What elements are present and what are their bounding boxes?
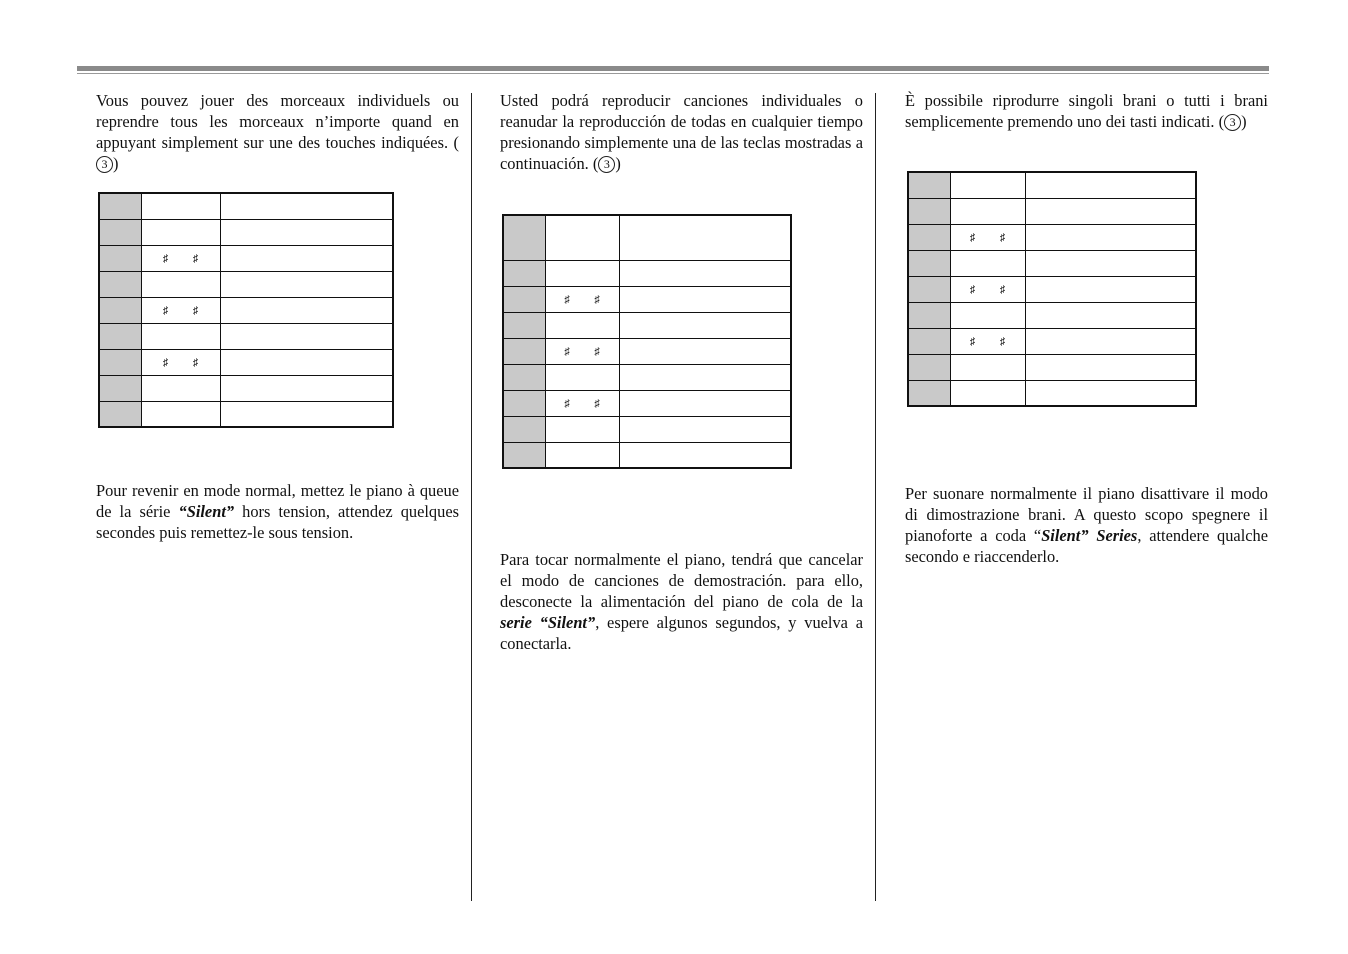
table-row [503, 260, 791, 286]
song-title-cell [619, 312, 791, 338]
french-intro-paragraph: Vous pouvez jouer des morceaux individuels ou reprendre tous les morceaux n’importe quand en appuyant simplement sur une des touches indiquées. (3 ) [96, 91, 459, 173]
key-name-cell [545, 260, 619, 286]
silent-series-name: serie “Silent” [500, 613, 596, 632]
sharp-symbol: ♯ [999, 231, 1006, 244]
sharp-symbol: ♯ [594, 293, 600, 306]
table-row [503, 286, 791, 312]
key-name-cell [545, 215, 619, 260]
key-name-cell [950, 276, 1025, 302]
song-title-cell [220, 245, 393, 271]
step-number-circle: 3 [96, 156, 113, 173]
song-title-cell [1025, 276, 1196, 302]
key-name-cell [141, 219, 220, 245]
step-number-circle: 3 [1224, 114, 1241, 131]
key-swatch-cell [99, 401, 141, 427]
song-title-cell [619, 416, 791, 442]
song-title-cell [619, 286, 791, 312]
key-swatch-cell [908, 250, 950, 276]
key-swatch-cell [908, 172, 950, 198]
song-title-cell [220, 271, 393, 297]
key-name-cell [545, 416, 619, 442]
italian-intro-paragraph: È possibile riprodurre singoli brani o tutti i brani semplicemente premendo uno dei tasti indicati. ( 3 ) [905, 91, 1268, 131]
key-swatch-cell [908, 302, 950, 328]
key-name-cell [141, 245, 220, 271]
key-swatch-cell [503, 416, 545, 442]
key-name-cell [950, 224, 1025, 250]
sharp-symbol: ♯ [999, 335, 1006, 348]
step-number-circle: 3 [598, 156, 615, 173]
key-swatch-cell [503, 286, 545, 312]
song-title-cell [1025, 224, 1196, 250]
key-swatch-cell [99, 323, 141, 349]
song-title-cell [619, 215, 791, 260]
spanish-key-table [502, 214, 792, 469]
key-name-cell [545, 286, 619, 312]
key-swatch-cell [99, 193, 141, 219]
table-row [99, 193, 393, 219]
table-row [908, 250, 1196, 276]
song-title-cell [1025, 302, 1196, 328]
key-name-cell [950, 328, 1025, 354]
key-name-cell [950, 198, 1025, 224]
song-title-cell [1025, 250, 1196, 276]
song-title-cell [1025, 354, 1196, 380]
table-row [908, 198, 1196, 224]
table-row [503, 442, 791, 468]
key-swatch-cell [503, 390, 545, 416]
song-title-cell [619, 364, 791, 390]
song-title-cell [619, 442, 791, 468]
silent-series-name: Silent” Series [1041, 526, 1138, 545]
key-swatch-cell [908, 328, 950, 354]
key-name-cell [545, 338, 619, 364]
table-row [99, 323, 393, 349]
table-row [908, 172, 1196, 198]
key-name-cell [141, 401, 220, 427]
key-name-cell [141, 323, 220, 349]
key-swatch-cell [908, 198, 950, 224]
sharp-symbol: ♯ [162, 252, 169, 265]
column-divider-right [875, 93, 876, 901]
key-name-cell [545, 312, 619, 338]
italian-outro-paragraph: Per suonare normalmente il piano disattivare il modo di dimostrazione brani. A questo scopo spegnere il pianoforte a coda “Silent” Series, attendere qualche secondo e riaccenderlo. [905, 484, 1268, 566]
song-title-cell [619, 338, 791, 364]
header-rule-thin [77, 73, 1269, 74]
table-row [503, 416, 791, 442]
key-swatch-cell [99, 349, 141, 375]
table-row [99, 271, 393, 297]
key-swatch-cell [503, 215, 545, 260]
song-title-cell [1025, 172, 1196, 198]
key-swatch-cell [503, 442, 545, 468]
key-swatch-cell [908, 276, 950, 302]
song-title-cell [220, 193, 393, 219]
key-name-cell [141, 297, 220, 323]
key-name-cell [950, 172, 1025, 198]
table-row [99, 297, 393, 323]
key-swatch-cell [908, 224, 950, 250]
sharp-symbol: ♯ [192, 356, 199, 369]
key-swatch-cell [503, 364, 545, 390]
key-swatch-cell [99, 271, 141, 297]
column-divider-left [471, 93, 472, 901]
key-swatch-cell [99, 245, 141, 271]
song-title-cell [619, 260, 791, 286]
french-outro-paragraph: Pour revenir en mode normal, mettez le piano à queue de la série “Silent” hors tension, attendez quelques secondes puis remettez-le sous tension. [96, 481, 459, 542]
silent-series-name: “Silent” [178, 502, 235, 521]
key-name-cell [950, 380, 1025, 406]
table-row [99, 349, 393, 375]
sharp-symbol: ♯ [564, 397, 570, 410]
table-row [908, 302, 1196, 328]
table-row [99, 401, 393, 427]
key-swatch-cell [908, 354, 950, 380]
key-swatch-cell [503, 312, 545, 338]
sharp-symbol: ♯ [969, 283, 976, 296]
song-title-cell [220, 323, 393, 349]
song-title-cell [1025, 328, 1196, 354]
key-name-cell [950, 354, 1025, 380]
key-name-cell [545, 364, 619, 390]
spanish-outro-paragraph: Para tocar normalmente el piano, tendrá que cancelar el modo de canciones de demostración. para ello, desconecte la alimentación del piano de cola de la serie “Silent”, espere algunos segundos, y vuelva a conectarla. [500, 550, 863, 653]
table-row [503, 364, 791, 390]
header-rule-thick [77, 66, 1269, 71]
song-title-cell [220, 219, 393, 245]
key-name-cell [950, 250, 1025, 276]
table-row [503, 338, 791, 364]
italian-key-table [907, 171, 1197, 407]
key-swatch-cell [503, 338, 545, 364]
sharp-symbol: ♯ [162, 304, 169, 317]
table-row [503, 215, 791, 260]
table-row [908, 354, 1196, 380]
key-name-cell [141, 375, 220, 401]
sharp-symbol: ♯ [162, 356, 169, 369]
key-name-cell [950, 302, 1025, 328]
table-row [99, 245, 393, 271]
song-title-cell [220, 349, 393, 375]
spanish-intro-paragraph: Usted podrá reproducir canciones individuales o reanudar la reproducción de todas en cualquier tiempo presionando simplemente una de las teclas mostradas a continuación. ( 3 ) [500, 91, 863, 173]
table-row [908, 380, 1196, 406]
sharp-symbol: ♯ [594, 397, 600, 410]
song-title-cell [619, 390, 791, 416]
key-swatch-cell [99, 219, 141, 245]
sharp-symbol: ♯ [969, 231, 976, 244]
table-row [99, 219, 393, 245]
key-name-cell [545, 442, 619, 468]
sharp-symbol: ♯ [564, 293, 570, 306]
french-key-table [98, 192, 394, 428]
key-name-cell [141, 193, 220, 219]
key-name-cell [141, 271, 220, 297]
key-swatch-cell [908, 380, 950, 406]
sharp-symbol: ♯ [564, 345, 570, 358]
sharp-symbol: ♯ [999, 283, 1006, 296]
key-name-cell [141, 349, 220, 375]
key-swatch-cell [503, 260, 545, 286]
song-title-cell [220, 297, 393, 323]
song-title-cell [1025, 198, 1196, 224]
table-row [503, 312, 791, 338]
key-name-cell [545, 390, 619, 416]
table-row [908, 276, 1196, 302]
sharp-symbol: ♯ [594, 345, 600, 358]
sharp-symbol: ♯ [192, 252, 199, 265]
table-row [503, 390, 791, 416]
sharp-symbol: ♯ [969, 335, 976, 348]
table-row [908, 328, 1196, 354]
table-row [99, 375, 393, 401]
song-title-cell [220, 401, 393, 427]
table-row [908, 224, 1196, 250]
key-swatch-cell [99, 375, 141, 401]
key-swatch-cell [99, 297, 141, 323]
sharp-symbol: ♯ [192, 304, 199, 317]
song-title-cell [1025, 380, 1196, 406]
song-title-cell [220, 375, 393, 401]
